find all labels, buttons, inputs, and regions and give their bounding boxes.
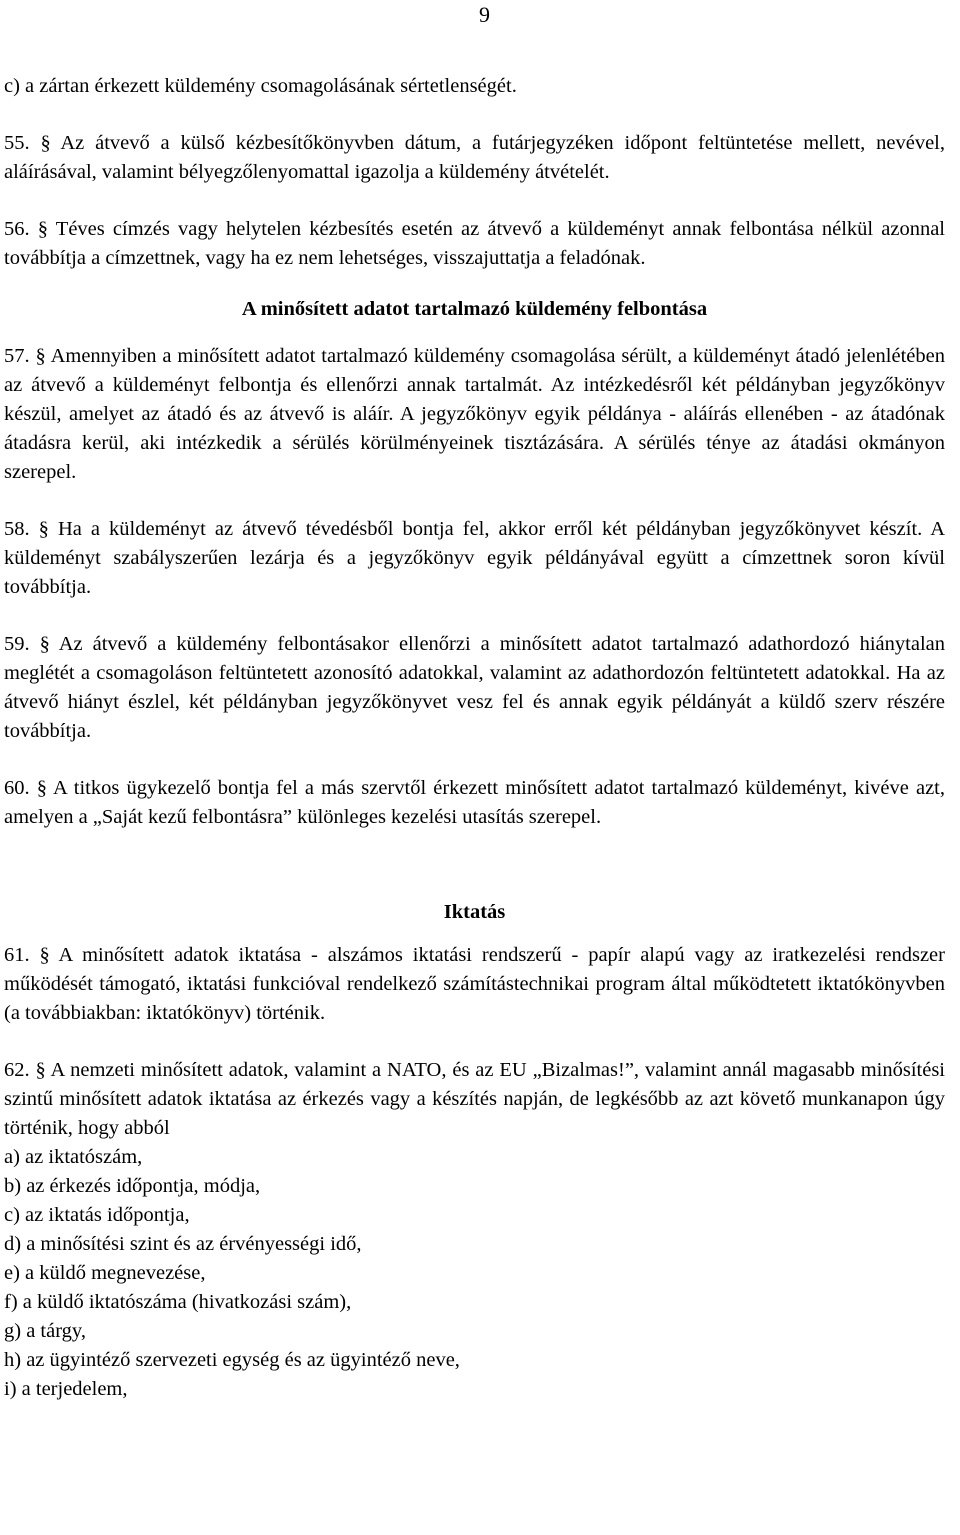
- section-heading-felbontas: A minősített adatot tartalmazó küldemény felbontása: [241, 298, 708, 320]
- paragraph-59: 59. § Az átvevő a küldemény felbontásakor ellenőrzi a minősített adatot tartalmazó adathordozó hiánytalan meglétét a csomagoláson feltüntetett azonosító adatokkal, valamint az adathordozón feltüntetett adatokkal. Ha az átvevő hiányt észlel, két példányban jegyzőkönyvet vesz fel és annak egyik példányát a küldő szerv részére továbbítja.: [4, 633, 945, 742]
- document-body: [4, 72, 945, 1404]
- list-item: f) a küldő iktatószáma (hivatkozási szám),: [4, 1291, 352, 1313]
- list-item: e) a küldő megnevezése,: [4, 1262, 206, 1284]
- paragraph-item-c: c) a zártan érkezett küldemény csomagolásának sértetlenségét.: [4, 75, 517, 97]
- list-item: a) az iktatószám,: [4, 1146, 143, 1168]
- paragraph-61: 61. § A minősített adatok iktatása - alszámos iktatási rendszerű - papír alapú vagy az iratkezelési rendszer működését támogató, iktatási funkcióval rendelkező számítástechnikai program által működtetett iktatókönyvben (a továbbiakban: iktatókönyv) történik.: [4, 944, 945, 1024]
- section-heading-iktatas: Iktatás: [443, 901, 506, 923]
- list-item: c) az iktatás időpontja,: [4, 1204, 190, 1226]
- paragraph-55: 55. § Az átvevő a külső kézbesítőkönyvben dátum, a futárjegyzéken időpont feltüntetése mellett, nevével, aláírásával, valamint bélyegzőlenyomattal igazolja a küldemény átvételét.: [4, 132, 945, 183]
- list-item: d) a minősítési szint és az érvényességi idő,: [4, 1233, 362, 1255]
- list-item: b) az érkezés időpontja, módja,: [4, 1175, 261, 1197]
- paragraph-56: 56. § Téves címzés vagy helytelen kézbesítés esetén az átvevő a küldeményt annak felbontása nélkül azonnal továbbítja a címzettnek, vagy ha ez nem lehetséges, visszajuttatja a feladónak.: [4, 218, 945, 269]
- paragraph-62: 62. § A nemzeti minősített adatok, valamint a NATO, és az EU „Bizalmas!”, valamint annál magasabb minősítési szintű minősített adatok iktatása az érkezés vagy a készítés napján, de legkésőbb az azt követő munkanapon úgy történik, hogy abból: [4, 1059, 945, 1139]
- paragraph-60: 60. § A titkos ügykezelő bontja fel a más szervtől érkezett minősített adatot tartalmazó küldeményt, kivéve azt, amelyen a „Saját kezű felbontásra” különleges kezelési utasítás szerepel.: [4, 777, 945, 828]
- list-item: h) az ügyintéző szervezeti egység és az ügyintéző neve,: [4, 1349, 460, 1371]
- list-item: i) a terjedelem,: [4, 1378, 128, 1400]
- page-number: 9: [479, 2, 490, 27]
- iktatas-list: [4, 1143, 945, 1404]
- paragraph-57: 57. § Amennyiben a minősített adatot tartalmazó küldemény csomagolása sérült, a küldeményt átadó jelenlétében az átvevő a küldeményt felbontja és ellenőrzi annak tartalmát. Az intézkedésről két példányban jegyzőkönyv készül, amelyet az átadó és az átvevő is aláír. A jegyzőkönyv egyik példánya - aláírás ellenében - az átadónak átadásra kerül, aki intézkedik a sérülés körülményeinek tisztázására. A sérülés ténye az átadási okmányon szerepel.: [4, 345, 945, 483]
- paragraph-58: 58. § Ha a küldeményt az átvevő tévedésből bontja fel, akkor erről két példányban jegyzőkönyvet készít. A küldeményt szabályszerűen lezárja és a jegyzőkönyv egyik példányával együtt a címzettnek soron kívül továbbítja.: [4, 518, 945, 598]
- list-item: g) a tárgy,: [4, 1320, 86, 1342]
